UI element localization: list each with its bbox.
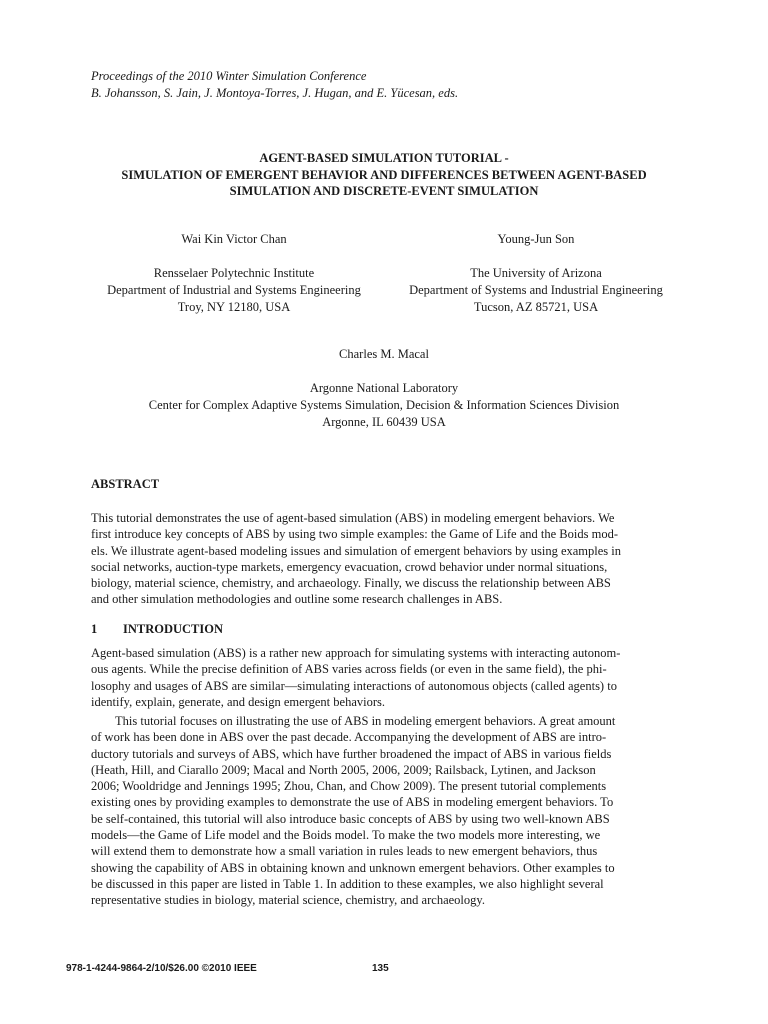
text-line: social networks, auction-type markets, emergency evacuation, crowd behavior under normal situations, (91, 559, 608, 574)
text-line: Agent-based simulation (ABS) is a rather new approach for simulating systems with interacting autonom- (91, 646, 621, 660)
section-title: INTRODUCTION (123, 622, 224, 636)
isbn-footer: 978-1-4244-9864-2/10/$26.00 ©2010 IEEE (66, 963, 257, 974)
text-line: ous agents. While the precise definition of ABS varies across fields (or even in the same field), the phi- (91, 662, 607, 677)
text-line: of work has been done in ABS over the past decade. Accompanying the development of ABS are intro- (91, 730, 607, 745)
text-line: be discussed in this paper are listed in Table 1. In addition to these examples, we also highlight several (91, 876, 604, 891)
abstract-heading: ABSTRACT (91, 477, 160, 491)
introduction-paragraph-2 (91, 713, 679, 909)
author-block-right (386, 231, 686, 316)
author-affiliation-line: Rensselaer Polytechnic Institute (153, 266, 315, 280)
text-line: This tutorial focuses on illustrating the use of ABS in modeling emergent behaviors. A great amount (115, 714, 616, 728)
title-line-2: SIMULATION OF EMERGENT BEHAVIOR AND DIFFERENCES BETWEEN AGENT-BASED (121, 167, 647, 182)
section-number: 1 (91, 622, 98, 636)
author-affiliation-line: Tucson, AZ 85721, USA (473, 300, 599, 314)
text-line: existing ones by providing examples to demonstrate the use of ABS in modeling emergent behaviors. To (91, 795, 614, 810)
title-line-1: AGENT-BASED SIMULATION TUTORIAL - (259, 151, 509, 165)
author-affiliation-line: Argonne, IL 60439 USA (322, 415, 446, 429)
text-line: first introduce key concepts of ABS by using two simple examples: the Game of Life and the Boids mod- (91, 527, 618, 542)
author-affiliation-line: Argonne National Laboratory (309, 381, 459, 395)
text-line: and other simulation methodologies and outline some research challenges in ABS. (91, 592, 503, 607)
introduction-paragraph-1 (91, 645, 679, 710)
author-block-center (40, 346, 728, 431)
text-line: identify, explain, generate, and design emergent behaviors. (91, 694, 385, 709)
author-affiliation-line: Department of Industrial and Systems Engineering (107, 283, 361, 297)
author-name: Charles M. Macal (339, 347, 429, 361)
author-affiliation-line: Center for Complex Adaptive Systems Simulation, Decision & Information Sciences Division (148, 398, 620, 412)
text-line: be self-contained, this tutorial will also introduce basic concepts of ABS by using two well-known ABS (91, 811, 610, 826)
author-name: Young-Jun Son (497, 232, 575, 246)
author-affiliation-line: The University of Arizona (470, 266, 602, 280)
author-affiliation-line: Department of Systems and Industrial Engineering (409, 283, 663, 297)
page-number: 135 (372, 963, 389, 974)
text-line: biology, material science, chemistry, and archaeology. Finally, we discuss the relationship between ABS (91, 576, 611, 591)
text-line: losophy and usages of ABS are similar—simulating interactions of autonomous objects (called agents) to (91, 678, 617, 693)
text-line: representative studies in biology, material science, chemistry, and archaeology. (91, 893, 485, 908)
text-line: (Heath, Hill, and Ciarallo 2009; Macal and North 2005, 2006, 2009; Railsback, Lytinen, and Jackson (91, 762, 596, 777)
author-name: Wai Kin Victor Chan (181, 232, 287, 246)
abstract-paragraph (91, 510, 679, 608)
text-line: els. We illustrate agent-based modeling issues and simulation of emergent behaviors by using examples in (91, 543, 622, 558)
text-line: This tutorial demonstrates the use of agent-based simulation (ABS) in modeling emergent behaviors. We (91, 511, 615, 525)
proceedings-header (91, 68, 458, 102)
text-line: models—the Game of Life model and the Boids model. To make the two models more interesting, we (91, 828, 601, 843)
author-affiliation-line: Troy, NY 12180, USA (177, 300, 291, 314)
author-block-left (84, 231, 384, 316)
text-line: 2006; Wooldridge and Jennings 1995; Zhou, Chan, and Chow 2009). The present tutorial complements (91, 779, 607, 794)
text-line: ductory tutorials and surveys of ABS, which have further broadened the impact of ABS in various fields (91, 746, 612, 761)
text-line: showing the capability of ABS in obtaining known and unknown emergent behaviors. Other examples to (91, 860, 615, 875)
proceedings-line-1: Proceedings of the 2010 Winter Simulation Conference (91, 69, 367, 83)
paper-title (40, 150, 728, 200)
introduction-heading (91, 622, 223, 637)
text-line: will extend them to demonstrate how a small variation in rules leads to new emergent behaviors, thus (91, 844, 598, 859)
title-line-3: SIMULATION AND DISCRETE-EVENT SIMULATION (229, 184, 539, 198)
proceedings-line-2: B. Johansson, S. Jain, J. Montoya-Torres, J. Hugan, and E. Yücesan, eds. (91, 86, 459, 100)
